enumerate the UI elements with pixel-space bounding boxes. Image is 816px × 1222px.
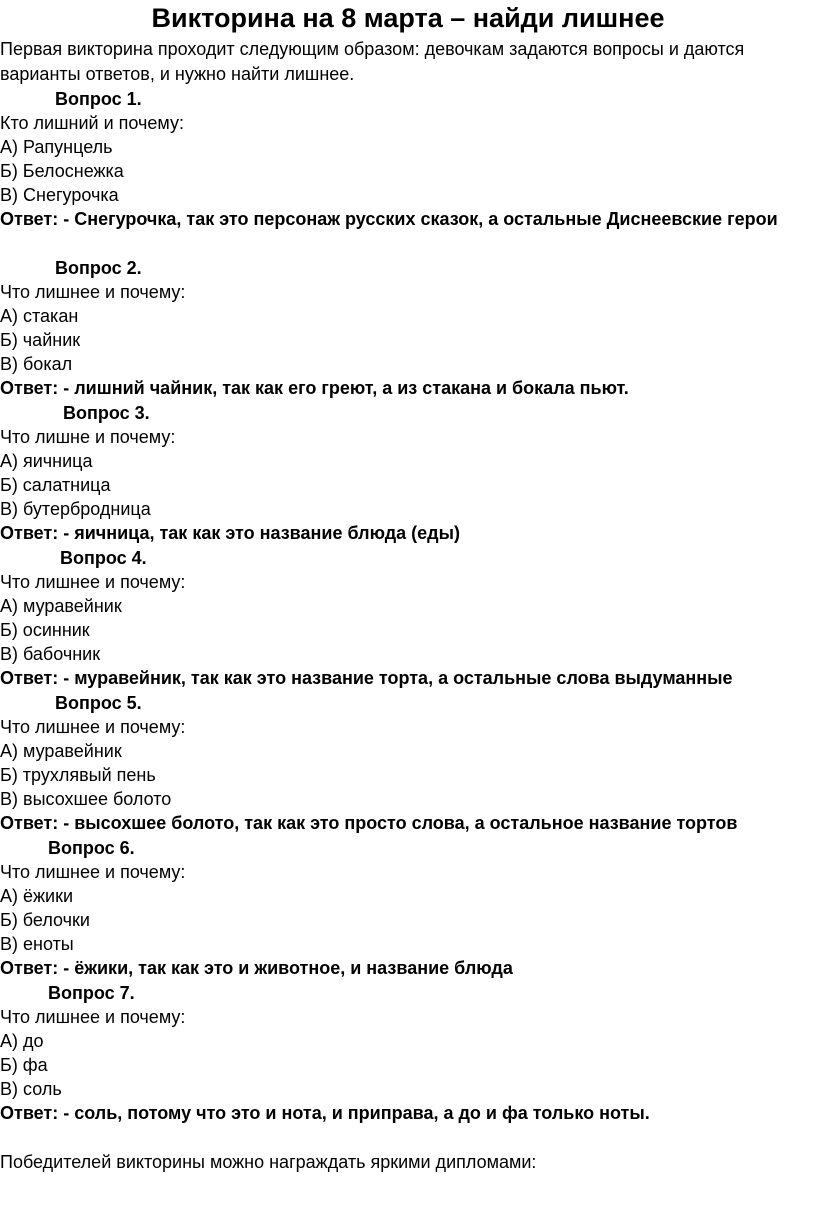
question-7-option-c: В) соль: [0, 1079, 62, 1099]
question-4-heading: Вопрос 4.: [60, 548, 147, 568]
question-6-answer: Ответ: - ёжики, так как это и животное, и название блюда: [0, 958, 513, 978]
question-7-prompt: Что лишнее и почему:: [0, 1007, 186, 1027]
question-3-answer: Ответ: - яичница, так как это название блюда (еды): [0, 523, 460, 543]
question-6-option-a: А) ёжики: [0, 886, 74, 906]
question-1-answer: Ответ: - Снегурочка, так это персонаж русских сказок, а остальные Диснеевские герои: [0, 209, 778, 229]
question-7-heading: Вопрос 7.: [48, 983, 135, 1003]
question-5-heading: Вопрос 5.: [55, 693, 142, 713]
question-1-option-a: А) Рапунцель: [0, 137, 113, 157]
question-6-option-c: В) еноты: [0, 934, 74, 954]
question-4-option-a: А) муравейник: [0, 596, 122, 616]
question-2-option-c: В) бокал: [0, 354, 73, 374]
question-3-heading: Вопрос 3.: [63, 403, 150, 423]
question-5-prompt: Что лишнее и почему:: [0, 717, 186, 737]
question-2-answer: Ответ: - лишний чайник, так как его греют, а из стакана и бокала пьют.: [0, 378, 629, 398]
question-6-heading: Вопрос 6.: [48, 838, 135, 858]
question-5-option-c: В) высохшее болото: [0, 789, 172, 809]
question-5-option-a: А) муравейник: [0, 741, 122, 761]
question-3-option-c: В) бутербродница: [0, 499, 151, 519]
question-2-heading: Вопрос 2.: [55, 258, 142, 278]
page-title: Викторина на 8 марта – найди лишнее: [151, 3, 665, 33]
question-4-answer: Ответ: - муравейник, так как это название торта, а остальные слова выдуманные: [0, 668, 733, 688]
question-7-option-a: А) до: [0, 1031, 44, 1051]
question-1-heading: Вопрос 1.: [55, 89, 142, 109]
footer-text: Победителей викторины можно награждать яркими дипломами:: [0, 1152, 537, 1172]
question-1-prompt: Кто лишний и почему:: [0, 113, 184, 133]
question-5-option-b: Б) трухлявый пень: [0, 765, 156, 785]
question-3-prompt: Что лишне и почему:: [0, 427, 176, 447]
question-4-option-c: В) бабочник: [0, 644, 101, 664]
question-2-option-b: Б) чайник: [0, 330, 81, 350]
question-3-option-a: А) яичница: [0, 451, 93, 471]
intro-paragraph: Первая викторина проходит следующим образом: девочкам задаются вопросы и даются варианты ответов, и нужно найти лишнее.: [0, 39, 745, 84]
question-6-prompt: Что лишнее и почему:: [0, 862, 186, 882]
question-1-option-c: В) Снегурочка: [0, 185, 119, 205]
question-6-option-b: Б) белочки: [0, 910, 90, 930]
question-7-answer: Ответ: - соль, потому что это и нота, и приправа, а до и фа только ноты.: [0, 1103, 650, 1123]
question-5-answer: Ответ: - высохшее болото, так как это просто слова, а остальное название тортов: [0, 813, 738, 833]
question-2-option-a: А) стакан: [0, 306, 79, 326]
question-4-prompt: Что лишнее и почему:: [0, 572, 186, 592]
question-4-option-b: Б) осинник: [0, 620, 90, 640]
question-7-option-b: Б) фа: [0, 1055, 48, 1075]
question-2-prompt: Что лишнее и почему:: [0, 282, 186, 302]
question-3-option-b: Б) салатница: [0, 475, 111, 495]
question-1-option-b: Б) Белоснежка: [0, 161, 124, 181]
